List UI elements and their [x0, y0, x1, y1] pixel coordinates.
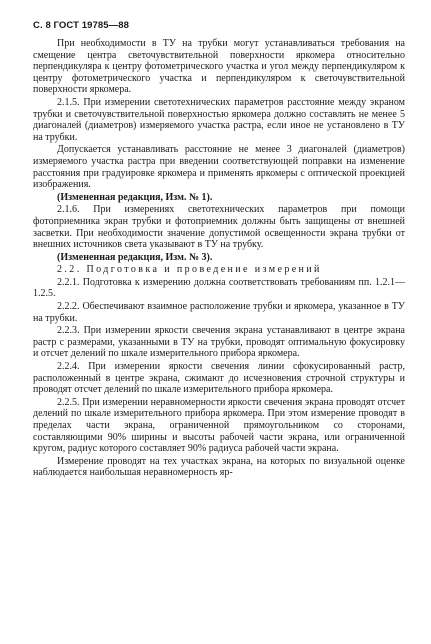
paragraph: 2.2.1. Подготовка к измерению должна соответствовать требованиям пп. 1.2.1—1.2.5. [33, 276, 405, 300]
revision-note: (Измененная редакция, Изм. № 3). [57, 251, 213, 263]
paragraph: Допускается устанавливать расстояние не менее 3 диагоналей (диаметров) измеряемого участка растра при введении соответствующей поправки на изменение расстояния при градуировке яркомера и применять яркомеры с оптической проекцией изображения. [33, 144, 405, 191]
document-body [33, 38, 405, 480]
paragraph: 2.2.3. При измерении яркости свечения экрана устанавливают в центре экрана растр с размерами, указанными в ТУ на трубки, проводят оптимальную фокусировку и отсчет делений по шкале измерительного прибора яркомера. [33, 325, 405, 360]
paragraph: Измерение проводят на тех участках экрана, на которых по визуальной оценке наблюдается наибольшая неравномерность яр- [33, 455, 405, 479]
revision-note: (Измененная редакция, Изм. № 1). [57, 191, 213, 203]
paragraph: 2.2.2. Обеспечивают взаимное расположение трубки и яркомера, указанное в ТУ на трубки. [33, 301, 405, 324]
paragraph: 2.2.5. При измерении неравномерности яркости свечения экрана проводят отсчет делений по шкале измерительного прибора яркомера. При этом измерение проводят в пределах части экрана, ограниченной прямоугольником со сторонами, составляющими 90% ширины и высоты рабочей части экрана, или ограниченной кругом, радиус которого составляет 90% радиуса рабочей части экрана. [33, 396, 405, 455]
section-heading: 2.2. Подготовка и проведение измерений [57, 264, 322, 276]
page-header: С. 8 ГОСТ 19785—88 [33, 20, 130, 31]
paragraph: 2.1.6. При измерениях светотехнических параметров при помощи фотоприемника экран трубки и фотоприемник должны быть защищены от внешней засветки. При необходимости значение допустимой освещенности экрана трубки от внешних источников света указывают в ТУ на трубку. [33, 204, 405, 251]
paragraph: 2.1.5. При измерении светотехнических параметров расстояние между экраном трубки и светочувствительной поверхностью яркомера должно составлять не менее 5 диагоналей (диаметров) измеряемого участка растра, если иное не установлено в ТУ на трубки. [33, 96, 405, 143]
paragraph: 2.2.4. При измерении яркости свечения линии сфокусированный растр, расположенный в центре экрана, сжимают до исчезновения строчной структуры и проводят отсчет делений по шкале измерительного прибора яркомера. [33, 361, 405, 396]
paragraph: При необходимости в ТУ на трубки могут устанавливаться требования на смещение центра светочувствительной поверхности яркомера относительно перпендикуляра к центру фотометрического участка и угол между перпендикуляром к центру фотометрического участка и перпендикуляром к светочувствительной поверхности яркомера. [33, 38, 405, 96]
